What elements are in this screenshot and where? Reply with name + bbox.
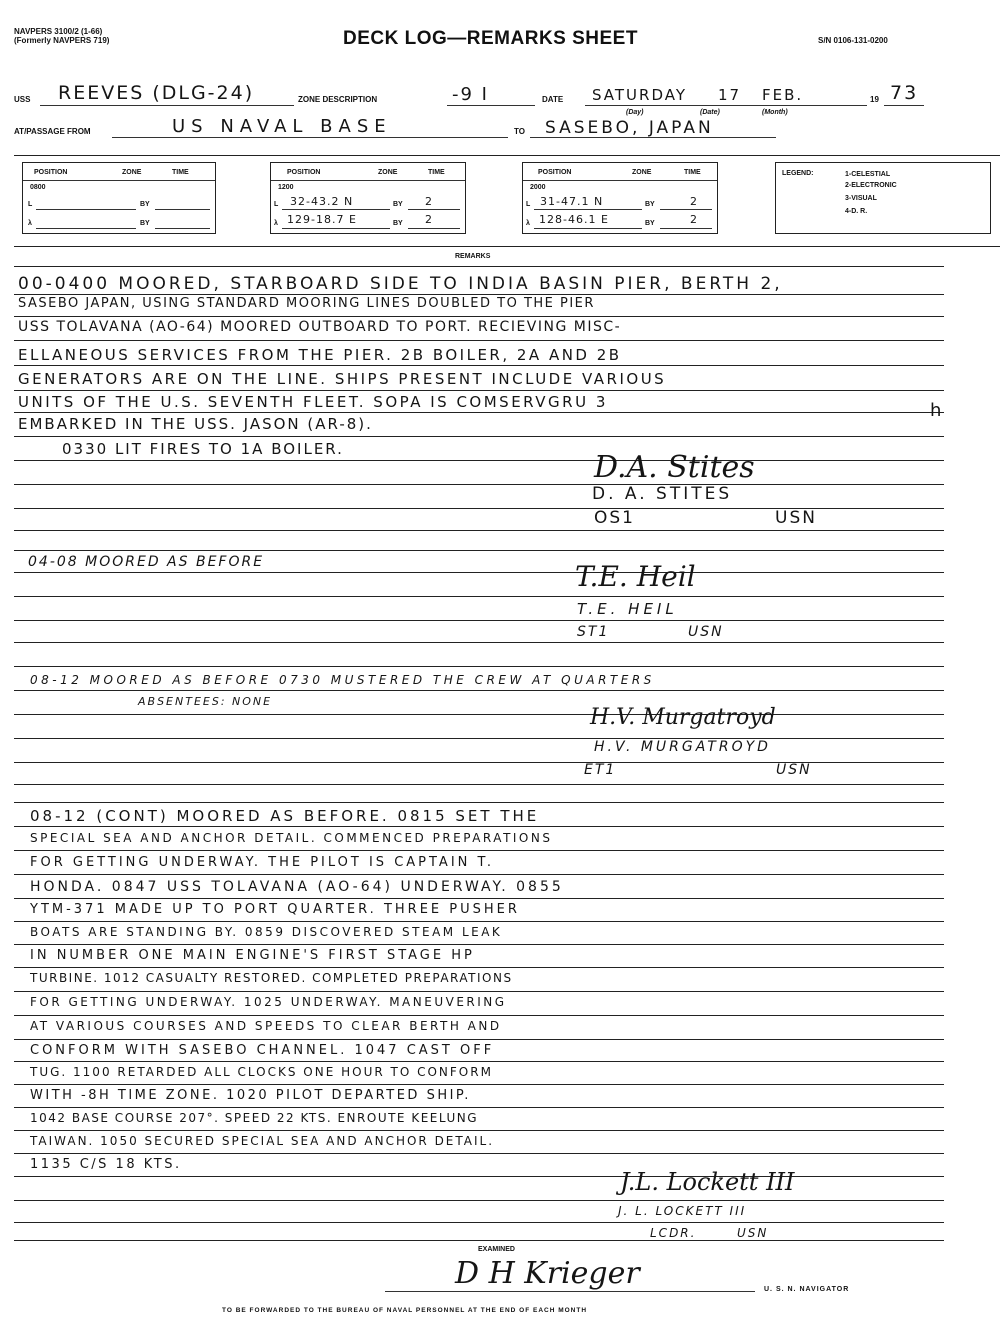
examined-label: EXAMINED (478, 1246, 515, 1253)
zone-header: ZONE (378, 169, 398, 176)
legend-item-2: 2-ELECTRONIC (845, 182, 897, 189)
lat-symbol: L (28, 201, 33, 208)
watch3-signature: H.V. Murgatroyd (590, 705, 776, 730)
page-title: DECK LOG—REMARKS SHEET (343, 28, 638, 49)
remarks-rule-line (14, 898, 944, 899)
watch4-line-9: FOR GETTING UNDERWAY. 1025 UNDERWAY. MANEUVERING (30, 995, 507, 1009)
watch4-line-5: YTM-371 MADE UP TO PORT QUARTER. THREE PUSHER (30, 902, 520, 917)
watch4-line-1: 08-12 (CONT) MOORED AS BEFORE. 0815 SET THE (30, 807, 540, 825)
watch3-service: USN (776, 762, 812, 778)
passage-to-value: SASEBO, JAPAN (545, 118, 714, 138)
watch4-line-14: 1042 BASE COURSE 207°. SPEED 22 KTS. ENROUTE KEELUNG (30, 1111, 479, 1125)
footer-instructions: TO BE FORWARDED TO THE BUREAU OF NAVAL PERSONNEL AT THE END OF EACH MONTH (222, 1307, 588, 1314)
remarks-rule-line (14, 850, 944, 851)
watch1-name: D. A. STITES (592, 484, 733, 504)
remarks-rule-line (14, 1222, 944, 1223)
watch4-line-4: HONDA. 0847 USS TOLAVANA (AO-64) UNDERWAY. 0855 (30, 879, 564, 895)
position-time-2000: 2000 (530, 184, 546, 191)
legend-label: LEGEND: (782, 170, 814, 177)
remarks-rule-line (14, 340, 944, 341)
legend-item-3: 3-VISUAL (845, 195, 877, 202)
lon-by-label: BY (645, 220, 655, 227)
position-header: POSITION (538, 169, 572, 176)
day-caption: (Day) (626, 109, 644, 116)
watch1-line-7: EMBARKED IN THE USS. JASON (AR-8). (18, 415, 373, 433)
watch1-line-8: 0330 LIT FIRES TO 1A BOILER. (62, 440, 344, 458)
remarks-rule-line (14, 826, 944, 827)
remarks-rule-line (14, 738, 944, 739)
date-label: DATE (542, 95, 564, 104)
remarks-rule-line (14, 390, 944, 391)
remarks-rule-line (14, 620, 944, 621)
remarks-rule-line (14, 436, 944, 437)
date-number: 17 (718, 86, 742, 104)
remarks-rule-line (14, 666, 944, 667)
watch2-signature: T.E. Heil (575, 560, 696, 593)
watch4-line-3: FOR GETTING UNDERWAY. THE PILOT IS CAPTAIN T. (30, 855, 495, 870)
watch1-line-2: SASEBO JAPAN, USING STANDARD MOORING LINES DOUBLED TO THE PIER (18, 296, 595, 311)
remarks-rule-line (14, 874, 944, 875)
position-lat-1200: 32-43.2 N (290, 195, 354, 208)
watch4-signature: J.L. Lockett III (620, 1168, 795, 1196)
date-day: SATURDAY (592, 86, 688, 104)
remarks-rule-line (14, 484, 944, 485)
lon-by-label: BY (140, 220, 150, 227)
watch4-line-16: 1135 C/S 18 KTS. (30, 1157, 182, 1172)
remarks-rule-line (14, 460, 944, 461)
watch4-name: J. L. LOCKETT III (618, 1204, 747, 1218)
lat-symbol: L (274, 201, 279, 208)
remarks-rule-line (14, 412, 944, 413)
watch4-line-10: AT VARIOUS COURSES AND SPEEDS TO CLEAR BERTH AND (30, 1019, 502, 1033)
watch4-rate: LCDR. (650, 1226, 697, 1240)
lon-symbol: λ (526, 220, 530, 227)
watch3-name: H.V. MURGATROYD (594, 739, 771, 755)
watch4-line-11: CONFORM WITH SASEBO CHANNEL. 1047 CAST OFF (30, 1043, 495, 1058)
lat-by-label: BY (393, 201, 403, 208)
date-month: FEB. (762, 86, 804, 104)
remarks-rule-line (14, 690, 944, 691)
watch4-line-12: TUG. 1100 RETARDED ALL CLOCKS ONE HOUR TO CONFORM (30, 1065, 493, 1079)
remarks-rule-line (14, 921, 944, 922)
form-formerly: (Formerly NAVPERS 719) (14, 36, 110, 45)
remarks-rule-line (14, 802, 944, 803)
position-lon-by-1200: 2 (425, 213, 434, 226)
position-lon-2000: 128-46.1 E (539, 213, 609, 226)
passage-to-label: TO (514, 127, 525, 136)
legend-item-1: 1-CELESTIAL (845, 171, 891, 178)
remarks-label: REMARKS (455, 253, 491, 260)
position-lat-by-2000: 2 (690, 195, 699, 208)
remarks-rule-line (14, 1240, 944, 1241)
watch1-service: USN (775, 508, 817, 528)
date-caption: (Date) (700, 109, 720, 116)
watch4-line-6: BOATS ARE STANDING BY. 0859 DISCOVERED STEAM LEAK (30, 925, 503, 939)
watch3-rate: ET1 (584, 762, 617, 778)
watch2-name: T.E. HEIL (577, 600, 678, 618)
zone-header: ZONE (122, 169, 142, 176)
watch1-line-1: 00-0400 MOORED, STARBOARD SIDE TO INDIA BASIN PIER, BERTH 2, (18, 274, 783, 294)
watch3-line-2: ABSENTEES: NONE (138, 695, 273, 708)
position-time-1200: 1200 (278, 184, 294, 191)
watch1-line-4: ELLANEOUS SERVICES FROM THE PIER. 2B BOILER, 2A AND 2B (18, 346, 622, 364)
position-lon-1200: 129-18.7 E (287, 213, 357, 226)
zone-header: ZONE (632, 169, 652, 176)
navigator-role: U. S. N. NAVIGATOR (764, 1286, 850, 1293)
margin-mark: h (930, 400, 944, 421)
month-caption: (Month) (762, 109, 788, 116)
lat-by-label: BY (140, 201, 150, 208)
remarks-rule-line (14, 550, 944, 551)
year-prefix: 19 (870, 95, 879, 104)
remarks-rule-line (14, 967, 944, 968)
watch2-service: USN (688, 624, 724, 640)
uss-label: USS (14, 95, 31, 104)
year-value: 73 (890, 82, 919, 104)
remarks-rule-line (14, 365, 944, 366)
remarks-rule-line (14, 1153, 944, 1154)
time-header: TIME (172, 169, 189, 176)
watch2-rate: ST1 (577, 624, 610, 640)
watch1-line-3: USS TOLAVANA (AO-64) MOORED OUTBOARD TO PORT. RECIEVING MISC- (18, 319, 622, 335)
lon-symbol: λ (28, 220, 32, 227)
zone-description-value: -9 I (452, 84, 489, 105)
passage-from-value: US NAVAL BASE (172, 116, 392, 137)
legend-item-4: 4-D. R. (845, 208, 868, 215)
remarks-rule-line (14, 1084, 944, 1085)
remarks-rule-line (14, 944, 944, 945)
lon-symbol: λ (274, 220, 278, 227)
time-header: TIME (428, 169, 445, 176)
remarks-rule-line (14, 1130, 944, 1131)
watch4-line-15: TAIWAN. 1050 SECURED SPECIAL SEA AND ANCHOR DETAIL. (30, 1134, 495, 1148)
remarks-rule-line (14, 1176, 944, 1177)
watch1-line-6: UNITS OF THE U.S. SEVENTH FLEET. SOPA IS COMSERVGRU 3 (18, 393, 608, 411)
ship-name: REEVES (DLG-24) (58, 82, 255, 104)
watch1-line-5: GENERATORS ARE ON THE LINE. SHIPS PRESENT INCLUDE VARIOUS (18, 370, 667, 388)
time-header: TIME (684, 169, 701, 176)
remarks-rule-line (14, 266, 944, 267)
remarks-rule-line (14, 1107, 944, 1108)
remarks-rule-line (14, 1039, 944, 1040)
remarks-rule-line (14, 1015, 944, 1016)
remarks-rule-line (14, 316, 944, 317)
remarks-rule-line (14, 784, 944, 785)
remarks-rule-line (14, 596, 944, 597)
lat-by-label: BY (645, 201, 655, 208)
watch3-line-1: 08-12 MOORED AS BEFORE 0730 MUSTERED THE CREW AT QUARTERS (30, 673, 655, 687)
watch4-line-13: WITH -8H TIME ZONE. 1020 PILOT DEPARTED SHIP. (30, 1088, 471, 1103)
watch1-signature: D.A. Stites (594, 450, 755, 485)
lat-symbol: L (526, 201, 531, 208)
watch4-service: USN (737, 1226, 769, 1240)
remarks-rule-line (14, 714, 944, 715)
remarks-rule-line (14, 294, 944, 295)
watch2-line-1: 04-08 MOORED AS BEFORE (28, 554, 265, 570)
remarks-rule-line (14, 642, 944, 643)
form-number: NAVPERS 3100/2 (1-66) (14, 27, 103, 36)
watch1-rate: OS1 (594, 508, 635, 528)
lon-by-label: BY (393, 220, 403, 227)
position-lon-by-2000: 2 (690, 213, 699, 226)
position-header: POSITION (287, 169, 321, 176)
zone-description-label: ZONE DESCRIPTION (298, 95, 378, 104)
remarks-rule-line (14, 1200, 944, 1201)
stock-number: S/N 0106-131-0200 (818, 36, 888, 45)
watch4-line-8: TURBINE. 1012 CASUALTY RESTORED. COMPLETED PREPARATIONS (30, 971, 513, 985)
position-lat-2000: 31-47.1 N (540, 195, 604, 208)
remarks-rule-line (14, 991, 944, 992)
position-lat-by-1200: 2 (425, 195, 434, 208)
position-header: POSITION (34, 169, 68, 176)
remarks-rule-line (14, 572, 944, 573)
remarks-rule-line (14, 530, 944, 531)
navigator-signature: D H Krieger (455, 1256, 640, 1291)
remarks-rule-line (14, 1061, 944, 1062)
watch4-line-7: IN NUMBER ONE MAIN ENGINE'S FIRST STAGE HP (30, 948, 475, 963)
watch4-line-2: SPECIAL SEA AND ANCHOR DETAIL. COMMENCED PREPARATIONS (30, 831, 553, 845)
position-time-0800: 0800 (30, 184, 46, 191)
passage-from-label: AT/PASSAGE FROM (14, 127, 91, 136)
